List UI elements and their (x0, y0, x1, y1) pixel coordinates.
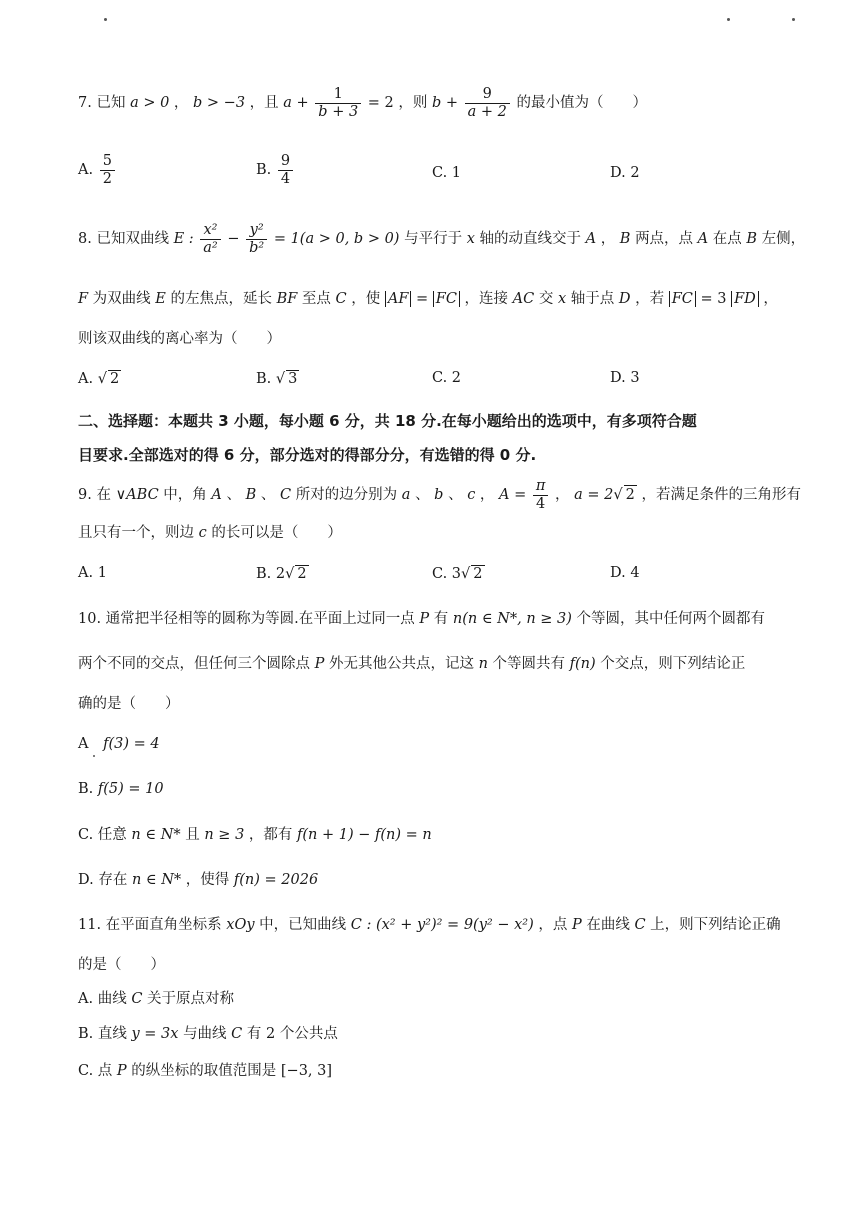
q8-option-a[interactable]: A. √ 2 (78, 371, 120, 387)
q9-math: a (401, 487, 411, 504)
q8-math: = (416, 291, 429, 307)
q10-math: P (419, 611, 430, 627)
q8-abs: AF (385, 291, 412, 307)
option-math: y = 3x (131, 1026, 179, 1042)
q8-math: B (746, 231, 758, 248)
denominator: b² (249, 239, 265, 256)
q8-option-c[interactable]: C. 2 (432, 370, 462, 386)
option-text: 的纵坐标的取值范围是 (131, 1063, 277, 1079)
q10-option-b[interactable] (78, 780, 164, 798)
denominator: a + 2 (467, 103, 507, 120)
q11-line-1 (78, 916, 781, 934)
q10-line-3: 确的是（ ） (78, 696, 180, 712)
numerator: 9 (278, 153, 293, 171)
q8-option-b[interactable]: B. √ 3 (256, 371, 298, 387)
numerator: π (533, 478, 549, 496)
q10-text: 个等圆，其中任何两个圆都有 (576, 611, 766, 627)
q8-option-d[interactable]: D. 3 (610, 370, 640, 386)
q8-text: ，使 (351, 291, 381, 307)
q10-text: 有 (433, 611, 449, 627)
q8-text: 与平行于 (404, 231, 463, 248)
q8-math: C (335, 291, 347, 307)
q8-text: ，连接 (464, 291, 509, 307)
q9-text: ， (555, 487, 570, 504)
q7-option-a[interactable] (78, 153, 117, 187)
q8-text: ， (600, 231, 616, 248)
q9-text: 所对的边分别为 (295, 487, 398, 504)
q11-text: ，点 (538, 917, 568, 933)
option-math: C (231, 1026, 243, 1042)
q8-abs: FC (433, 291, 460, 307)
section-heading-line-1: 二、选择题：本题共 3 小题，每小题 6 分，共 18 分.在每小题给出的选项中，有多项符合题 (78, 412, 697, 430)
q8-text: 左侧， (761, 231, 806, 248)
q11-option-c[interactable] (78, 1062, 332, 1080)
q9-math: C (279, 487, 292, 504)
q7-text: ， (173, 95, 189, 112)
radicand: 2 (473, 566, 483, 582)
q9-option-a[interactable]: A. 1 (78, 565, 107, 581)
option-label: A (78, 736, 89, 752)
option-text: ，使得 (185, 872, 230, 888)
option-label: A. (78, 162, 94, 179)
numerator: y² (246, 222, 267, 240)
q9-option-d[interactable]: D. 4 (610, 565, 640, 581)
q8-math: x (557, 291, 567, 307)
q8-math: BF (276, 291, 298, 307)
q9-text: ，若满足条件的三角形有 (641, 487, 801, 504)
option-label: B. (256, 162, 272, 179)
q9-text: 9. 在 (78, 487, 111, 504)
q8-text: ，若 (635, 291, 665, 307)
option-math: n ∈ N* (131, 872, 182, 888)
q10-option-d[interactable] (78, 871, 318, 889)
section-heading-line-2: 目要求.全部选对的得 6 分，部分选对的得部分分，有选错的得 0 分. (78, 446, 537, 464)
q8-text: 8. 已知双曲线 (78, 231, 169, 248)
option-text: 与曲线 (183, 1026, 227, 1042)
q11-math: P (571, 917, 582, 933)
option-text: 有 2 个公共点 (246, 1026, 338, 1042)
q8-abs: FC (669, 291, 696, 307)
q9-text: 、 (415, 487, 430, 504)
q9-text: 中，角 (163, 487, 207, 504)
option-text: B. 直线 (78, 1026, 127, 1042)
q11-text: 在曲线 (586, 917, 630, 933)
q10-math: n(n ∈ N*, n ≥ 3) (452, 611, 572, 627)
q9-text: ， (479, 487, 495, 504)
q7-text: ，则 (398, 95, 428, 112)
scan-mark (727, 18, 730, 21)
q10-text: 两个不同的交点，但任何三个圆除点 (78, 656, 310, 672)
radicand: 3 (288, 371, 298, 387)
q11-line-2: 的是（ ） (78, 957, 165, 973)
q9-math: c (198, 525, 207, 541)
denominator: a² (203, 239, 218, 256)
scan-mark (93, 755, 95, 757)
option-text: A. 曲线 (78, 991, 127, 1007)
option-text: 且 (185, 827, 200, 843)
option-label: C. (432, 566, 448, 582)
q7-option-b[interactable] (256, 153, 295, 187)
q10-math: P (314, 656, 325, 672)
option-math: n ≥ 3 (204, 827, 245, 843)
q7-math: a > 0 (130, 95, 170, 112)
q7-option-d[interactable]: D. 2 (610, 165, 640, 181)
q8-line-1 (78, 222, 805, 256)
q7-math: b + (431, 95, 459, 112)
q8-math: = 1(a > 0, b > 0) (273, 231, 400, 248)
q8-math: E : (173, 231, 194, 248)
q7-text: ，且 (249, 95, 279, 112)
q10-line-1 (78, 610, 765, 628)
option-math: n ∈ N* (131, 827, 181, 843)
q8-math: = 3 (700, 291, 727, 307)
denominator: b + 3 (318, 103, 359, 120)
q11-text: 中，已知曲线 (259, 917, 347, 933)
numerator: 9 (465, 86, 510, 104)
q8-text: 在点 (712, 231, 742, 248)
option-math: f(3) = 4 (103, 736, 160, 752)
q7-math: = 2 (367, 95, 394, 112)
q10-line-2 (78, 655, 745, 673)
q7-fraction (465, 86, 510, 120)
q8-math: F (78, 291, 89, 307)
option-math: f(n + 1) − f(n) = n (297, 827, 432, 843)
q10-option-a[interactable] (78, 735, 160, 753)
q8-text: 为双曲线 (92, 291, 151, 307)
q9-math: a = 2 (574, 487, 614, 504)
q8-text: 轴于点 (570, 291, 615, 307)
denominator: 4 (280, 170, 291, 187)
numerator: 5 (100, 153, 115, 171)
radicand: 2 (297, 566, 307, 582)
coefficient: 2 (275, 566, 286, 582)
q8-text: 轴的动直线交于 (479, 231, 581, 248)
q10-text: 10. 通常把半径相等的圆称为等圆.在平面上过同一点 (78, 611, 415, 627)
q8-text: 的左焦点，延长 (170, 291, 272, 307)
q10-text: 个交点，则下列结论正 (600, 656, 746, 672)
q9-math: A (211, 487, 222, 504)
option-fraction (278, 153, 293, 187)
q10-text: 外无其他公共点，记这 (328, 656, 474, 672)
option-label: A. (78, 371, 94, 387)
q8-line-3: 则该双曲线的离心率为（ ） (78, 331, 281, 347)
q10-option-c[interactable] (78, 826, 432, 844)
q7-text: 7. 已知 (78, 95, 126, 112)
q9-fraction (533, 478, 549, 512)
q8-math: A (697, 231, 709, 248)
q9-line-1: 9. 在 ∨ABC 中，角 A 、 B 、 C 所对的边分别为 a 、 b 、 c ， A = $\frac{\pi}{4}$ ， a = 2√ 2 ，若满足条件的三角形有 (78, 478, 801, 512)
radicand: 2 (625, 487, 635, 504)
q8-text: 交 (538, 291, 554, 307)
coefficient: 3 (451, 566, 462, 582)
q7-option-c[interactable]: C. 1 (432, 165, 462, 181)
q11-text: 11. 在平面直角坐标系 (78, 917, 222, 933)
q8-fraction (246, 222, 267, 256)
option-text: C. 点 (78, 1063, 113, 1079)
q9-text: 的长可以是（ ） (211, 525, 342, 541)
radicand: 2 (109, 371, 120, 387)
q9-option-c[interactable]: C. 3√ 2 (432, 566, 483, 582)
option-label: B. (78, 781, 94, 797)
q11-math: xOy (226, 917, 255, 933)
option-math: [−3, 3] (280, 1063, 333, 1079)
q8-math: B (619, 231, 631, 248)
option-text: ，都有 (248, 827, 293, 843)
option-math: f(5) = 10 (97, 781, 164, 797)
q8-math: D (618, 291, 631, 307)
option-label: D. 存在 (78, 872, 128, 888)
q8-math: AC (512, 291, 535, 307)
q9-text: 、 (448, 487, 463, 504)
q8-text: 至点 (301, 291, 331, 307)
q9-text: 、 (226, 487, 241, 504)
q10-math: n (478, 656, 488, 672)
q8-math: x (466, 231, 475, 248)
denominator: 4 (536, 495, 546, 512)
q9-math: c (467, 487, 476, 504)
q9-line-2 (78, 524, 342, 542)
q9-math: b (434, 487, 444, 504)
option-math: P (116, 1063, 127, 1079)
numerator: 1 (315, 86, 361, 104)
q8-text: ， (763, 291, 778, 307)
q9-math: B (245, 487, 257, 504)
option-label: B. (256, 566, 272, 582)
q8-fraction (200, 222, 220, 256)
q8-math: − (227, 231, 240, 248)
option-label: C. 任意 (78, 827, 127, 843)
q8-text: 两点，点 (635, 231, 694, 248)
q9-text: 且只有一个，则边 (78, 525, 194, 541)
q10-text: 个等圆共有 (492, 656, 566, 672)
option-text: 关于原点对称 (147, 991, 235, 1007)
q7-fraction (315, 86, 361, 120)
option-math: f(n) = 2026 (233, 872, 319, 888)
q8-abs: FD (731, 291, 759, 307)
q9-math: ∨ABC (115, 487, 159, 504)
option-math: C (131, 991, 143, 1007)
scan-mark (104, 18, 107, 21)
denominator: 2 (102, 170, 112, 187)
q7-math: a + (283, 95, 309, 112)
q7-text: 的最小值为（ ） (516, 95, 647, 112)
q8-line-2 (78, 290, 778, 308)
numerator: x² (200, 222, 220, 240)
q9-option-b[interactable]: B. 2√ 2 (256, 566, 307, 582)
q11-text: 上，则下列结论正确 (650, 917, 781, 933)
option-label: B. (256, 371, 272, 387)
q9-text: 、 (260, 487, 276, 504)
scan-mark (792, 18, 795, 21)
q11-option-b[interactable] (78, 1025, 338, 1043)
option-fraction (100, 153, 115, 187)
q11-math: C : (x² + y²)² = 9(y² − x²) (350, 917, 534, 933)
q7-math: b > −3 (193, 95, 246, 112)
q7-stem (78, 86, 647, 120)
q11-math: C (634, 917, 646, 933)
q8-math: E (155, 291, 166, 307)
q9-math: A = (499, 487, 527, 504)
q8-math: A (585, 231, 597, 248)
q10-math: f(n) (569, 656, 596, 672)
q11-option-a[interactable] (78, 990, 234, 1008)
